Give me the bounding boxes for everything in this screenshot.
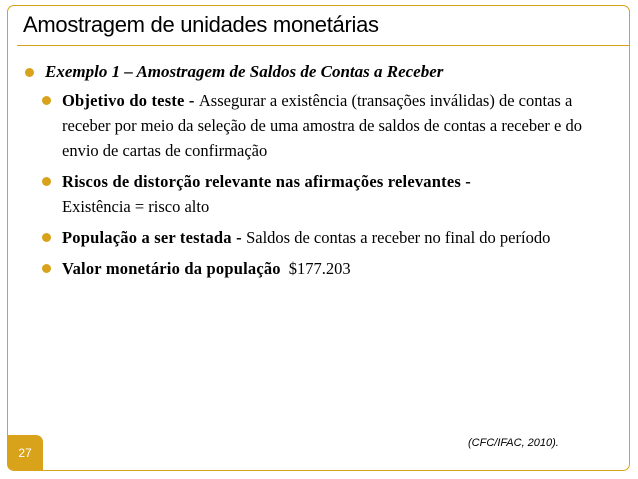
- citation: (CFC/IFAC, 2010).: [468, 437, 559, 449]
- item-text: Existência = risco alto: [62, 197, 210, 216]
- item-text: $177.203: [288, 259, 351, 278]
- page-number: 27: [18, 445, 32, 460]
- item-label: Objetivo do teste -: [62, 91, 199, 110]
- bullet-dot-icon: [42, 233, 51, 242]
- item-label: Riscos de distorção relevante nas afirmações relevantes -: [62, 172, 471, 191]
- slide-content: [20, 62, 610, 281]
- page-number-badge: [7, 435, 43, 470]
- item-label: Valor monetário da população: [62, 259, 281, 278]
- bullet-dot-icon: [25, 68, 34, 77]
- list-item-population: [20, 225, 610, 250]
- list-item-objective: [20, 88, 610, 163]
- example-bullet: [20, 62, 610, 82]
- bullet-dot-icon: [42, 264, 51, 273]
- bullet-dot-icon: [42, 96, 51, 105]
- list-item-monetary-value: [20, 256, 610, 281]
- title-divider: [17, 45, 629, 46]
- bullet-dot-icon: [42, 177, 51, 186]
- item-text: Assegurar a existência (transações inválidas) de contas a receber por meio da seleção de uma amostra de saldos de contas a receber e do envio de cartas de confirmação: [62, 91, 582, 160]
- list-item-risks: [20, 169, 610, 219]
- item-label: População a ser testada -: [62, 228, 247, 247]
- page-title: Amostragem de unidades monetárias: [23, 12, 379, 37]
- example-heading: Exemplo 1 – Amostragem de Saldos de Contas a Receber: [45, 62, 444, 81]
- item-text: Saldos de contas a receber no final do período: [246, 228, 551, 247]
